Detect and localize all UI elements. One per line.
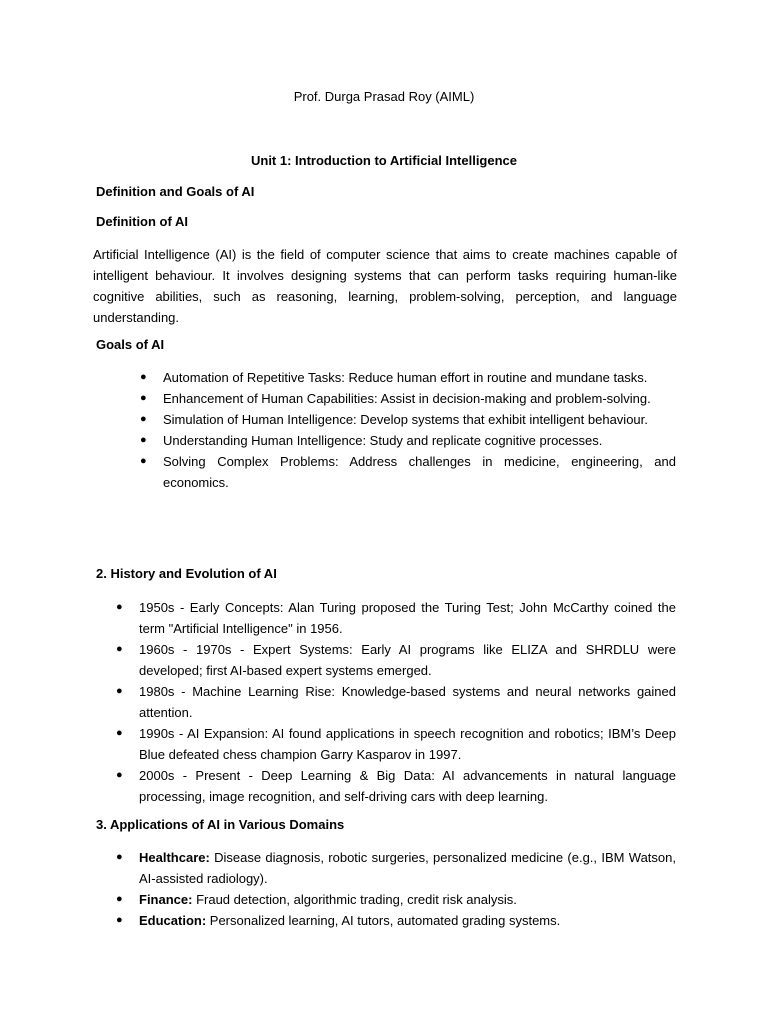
domain-term: Education: bbox=[139, 913, 207, 928]
list-item bbox=[140, 367, 676, 388]
applications-list bbox=[116, 847, 676, 931]
goal-text: Enhancement of Human Capabilities: Assist in decision-making and problem-solving. bbox=[163, 391, 651, 406]
bullet-icon: ● bbox=[116, 643, 123, 655]
list-item bbox=[116, 597, 676, 639]
definition-paragraph: Artificial Intelligence (AI) is the field of computer science that aims to create machines capable of intelligent behaviour. It involves designing systems that can perform tasks requiring human-like cognitive abilities, such as reasoning, learning, problem-solving, perception, and language understanding. bbox=[93, 247, 677, 325]
domain-term: Healthcare: bbox=[139, 850, 210, 865]
bullet-icon: ● bbox=[116, 914, 123, 926]
list-item bbox=[116, 723, 676, 765]
bullet-icon: ● bbox=[116, 727, 123, 739]
list-item bbox=[116, 681, 676, 723]
goal-text: Solving Complex Problems: Address challenges in medicine, engineering, and economics. bbox=[163, 454, 676, 490]
section-heading-applications: 3. Applications of AI in Various Domains bbox=[96, 817, 345, 832]
list-item bbox=[140, 451, 676, 493]
goal-text: Simulation of Human Intelligence: Develop systems that exhibit intelligent behaviour. bbox=[163, 412, 648, 427]
goals-list bbox=[140, 367, 676, 493]
domain-text: Fraud detection, algorithmic trading, credit risk analysis. bbox=[192, 892, 517, 907]
list-item bbox=[116, 639, 676, 681]
author-line: Prof. Durga Prasad Roy (AIML) bbox=[293, 89, 475, 104]
subheading-definition: Definition of AI bbox=[96, 214, 188, 229]
section-heading-history: 2. History and Evolution of AI bbox=[96, 566, 277, 581]
history-text: 1990s - AI Expansion: AI found applications in speech recognition and robotics; IBM’s Deep Blue defeated chess champion Garry Kasparov in 1997. bbox=[139, 726, 676, 762]
bullet-icon: ● bbox=[116, 851, 123, 863]
bullet-icon: ● bbox=[116, 685, 123, 697]
domain-term: Finance: bbox=[139, 892, 193, 907]
list-item bbox=[140, 388, 676, 409]
unit-title: Unit 1: Introduction to Artificial Intelligence bbox=[250, 153, 518, 168]
bullet-icon: ● bbox=[116, 601, 123, 613]
history-list bbox=[116, 597, 676, 807]
goal-text: Understanding Human Intelligence: Study and replicate cognitive processes. bbox=[163, 433, 603, 448]
domain-text: Disease diagnosis, robotic surgeries, personalized medicine (e.g., IBM Watson, AI-assisted radiology). bbox=[139, 850, 676, 886]
section-heading-definition-goals: Definition and Goals of AI bbox=[96, 184, 255, 199]
list-item bbox=[116, 847, 676, 889]
bullet-icon: ● bbox=[116, 893, 123, 905]
bullet-icon: ● bbox=[140, 434, 147, 446]
bullet-icon: ● bbox=[116, 769, 123, 781]
bullet-icon: ● bbox=[140, 455, 147, 467]
history-text: 1950s - Early Concepts: Alan Turing proposed the Turing Test; John McCarthy coined the term "Artificial Intelligence" in 1956. bbox=[139, 600, 676, 636]
history-text: 2000s - Present - Deep Learning & Big Data: AI advancements in natural language processing, image recognition, and self-driving cars with deep learning. bbox=[139, 768, 676, 804]
list-item bbox=[116, 910, 676, 931]
history-text: 1960s - 1970s - Expert Systems: Early AI programs like ELIZA and SHRDLU were developed; first AI-based expert systems emerged. bbox=[139, 642, 676, 678]
list-item bbox=[116, 889, 676, 910]
domain-text: Personalized learning, AI tutors, automated grading systems. bbox=[206, 913, 561, 928]
subheading-goals: Goals of AI bbox=[96, 337, 165, 352]
history-text: 1980s - Machine Learning Rise: Knowledge-based systems and neural networks gained attention. bbox=[139, 684, 676, 720]
list-item bbox=[140, 430, 676, 451]
goal-text: Automation of Repetitive Tasks: Reduce human effort in routine and mundane tasks. bbox=[163, 370, 648, 385]
list-item bbox=[140, 409, 676, 430]
bullet-icon: ● bbox=[140, 392, 147, 404]
bullet-icon: ● bbox=[140, 413, 147, 425]
list-item bbox=[116, 765, 676, 807]
bullet-icon: ● bbox=[140, 371, 147, 383]
